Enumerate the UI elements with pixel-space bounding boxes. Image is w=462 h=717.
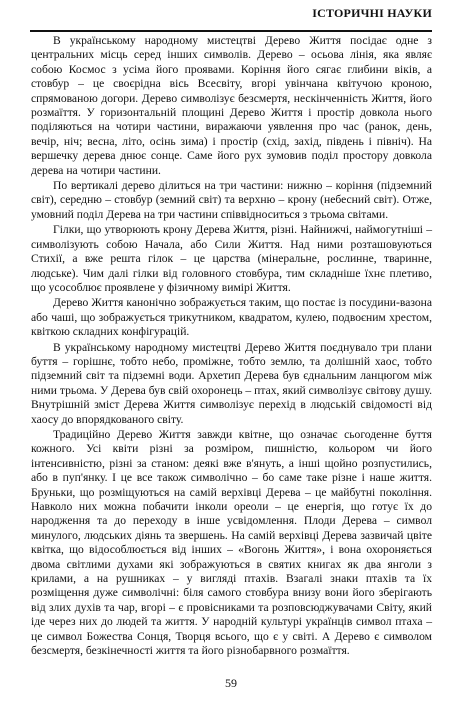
page-number: 59 [225,676,237,690]
paragraph: Гілки, що утворюють крону Дерева Життя, різні. Найнижчі, наймогутніші – символізують собою Начала, або Сили Життя. Над ними розташовуються Стихії, а вже решта гілок – це царства (мінеральне, рослинне, тваринне, людське). Чим далі гілки від головного стовбура, тим складніше їхнє плетиво, що усособлює проявлене у фізичному вимірі Життя. [31,223,432,294]
header-rule [30,30,432,32]
paragraph: По вертикалі дерево ділиться на три частини: нижню – коріння (підземний світ), середню – стовбур (земний світ) та верхню – крону (небесний світ). Отже, умовний поділ Дерева на три частини співвідноситься з трьома світами. [31,179,432,221]
paragraph: Традиційно Дерево Життя завжди квітне, що означає сьогоденне буття кожного. Усі квіти різні за розміром, пишністю, кольором чи його інтенсивністю, різні за станом: деякі вже в'януть, а інші щойно розпустились, або в пуп'янку. І це все також символічно – бо саме таке різне і наше життя. Бруньки, що розміщуються на самій верхівці Дерева – це майбутні покоління. Навколо них можна побачити інколи ореоли – це енергія, що готує їх до народження та до переходу в інше усвідомлення. Плоди Дерева – символ минулого, людських діянь та звершень. На самій верхівці Дерева зазвичай цвіте квітка, що відособлюється від інших – «Вогонь Життя», і вона охороняється двома світлими духами які зображуються в святих книгах як два янголи з крилами, а на рушниках – у вигляді птахів. Взагалі знаки птахів та їх розміщення дуже символічні: біля самого стовбура внизу вони його зберігають від злих духів та чар, вгорі – є провісниками та розповсюджувачами Світу, який іде через них до людей та життя. У народній культурі українців символ птаха – це символ Божества Сонця, Творця всього, що є у світі. А Дерево є символом безсмертя, безкінечності життя та його різнобарвного розмаїття. [31,427,432,658]
paragraph: В українському народному мистецтві Дерево Життя посідає одне з центральних місць серед інших символів. Дерево – осьова лінія, яка являє собою Космос з усіма його проявами. Коріння його сягає глибини віків, а стовбур – це своєрідна вісь Всесвіту, вгорі увінчана квітучою кроною, спрямованою догори. Дерево символізує безсмертя, нескінченність Життя, його розмаїття. У горизонтальній площині Дерево Життя і простір довкола нього поділяються на чотири частини, виражаючи уявлення про час (ранок, день, вечір, ніч; весна, літо, осінь зима) і простір (схід, захід, південь і північ). На вершечку дерева днює сонце. Саме його рух зумовив поділ простору довкола дерева на чотири частини. [31,34,432,177]
paragraph: В українському народному мистецтві Дерево Життя поєднувало три плани буття – горішнє, тобто небо, проміжне, тобто землю, та долішній хаос, тобто підземний світ та підземні води. Архетип Дерева був єднальним ланцюгом між ними трьома. У Дерева був свій охоронець – птах, який символізує світову душу. Внутрішній зміст Дерева Життя символізує перехід в людській свідомості від хаосу до впорядкованого світу. [31,340,432,426]
running-header: ІСТОРИЧНІ НАУКИ [312,6,432,20]
article-body [31,34,432,659]
paragraph: Дерево Життя канонічно зображується таким, що постає із посудини-вазона або чаші, що зображується трикутником, квадратом, кулею, подвоєним хрестом, квіткою складних конфігурацій. [31,296,432,339]
